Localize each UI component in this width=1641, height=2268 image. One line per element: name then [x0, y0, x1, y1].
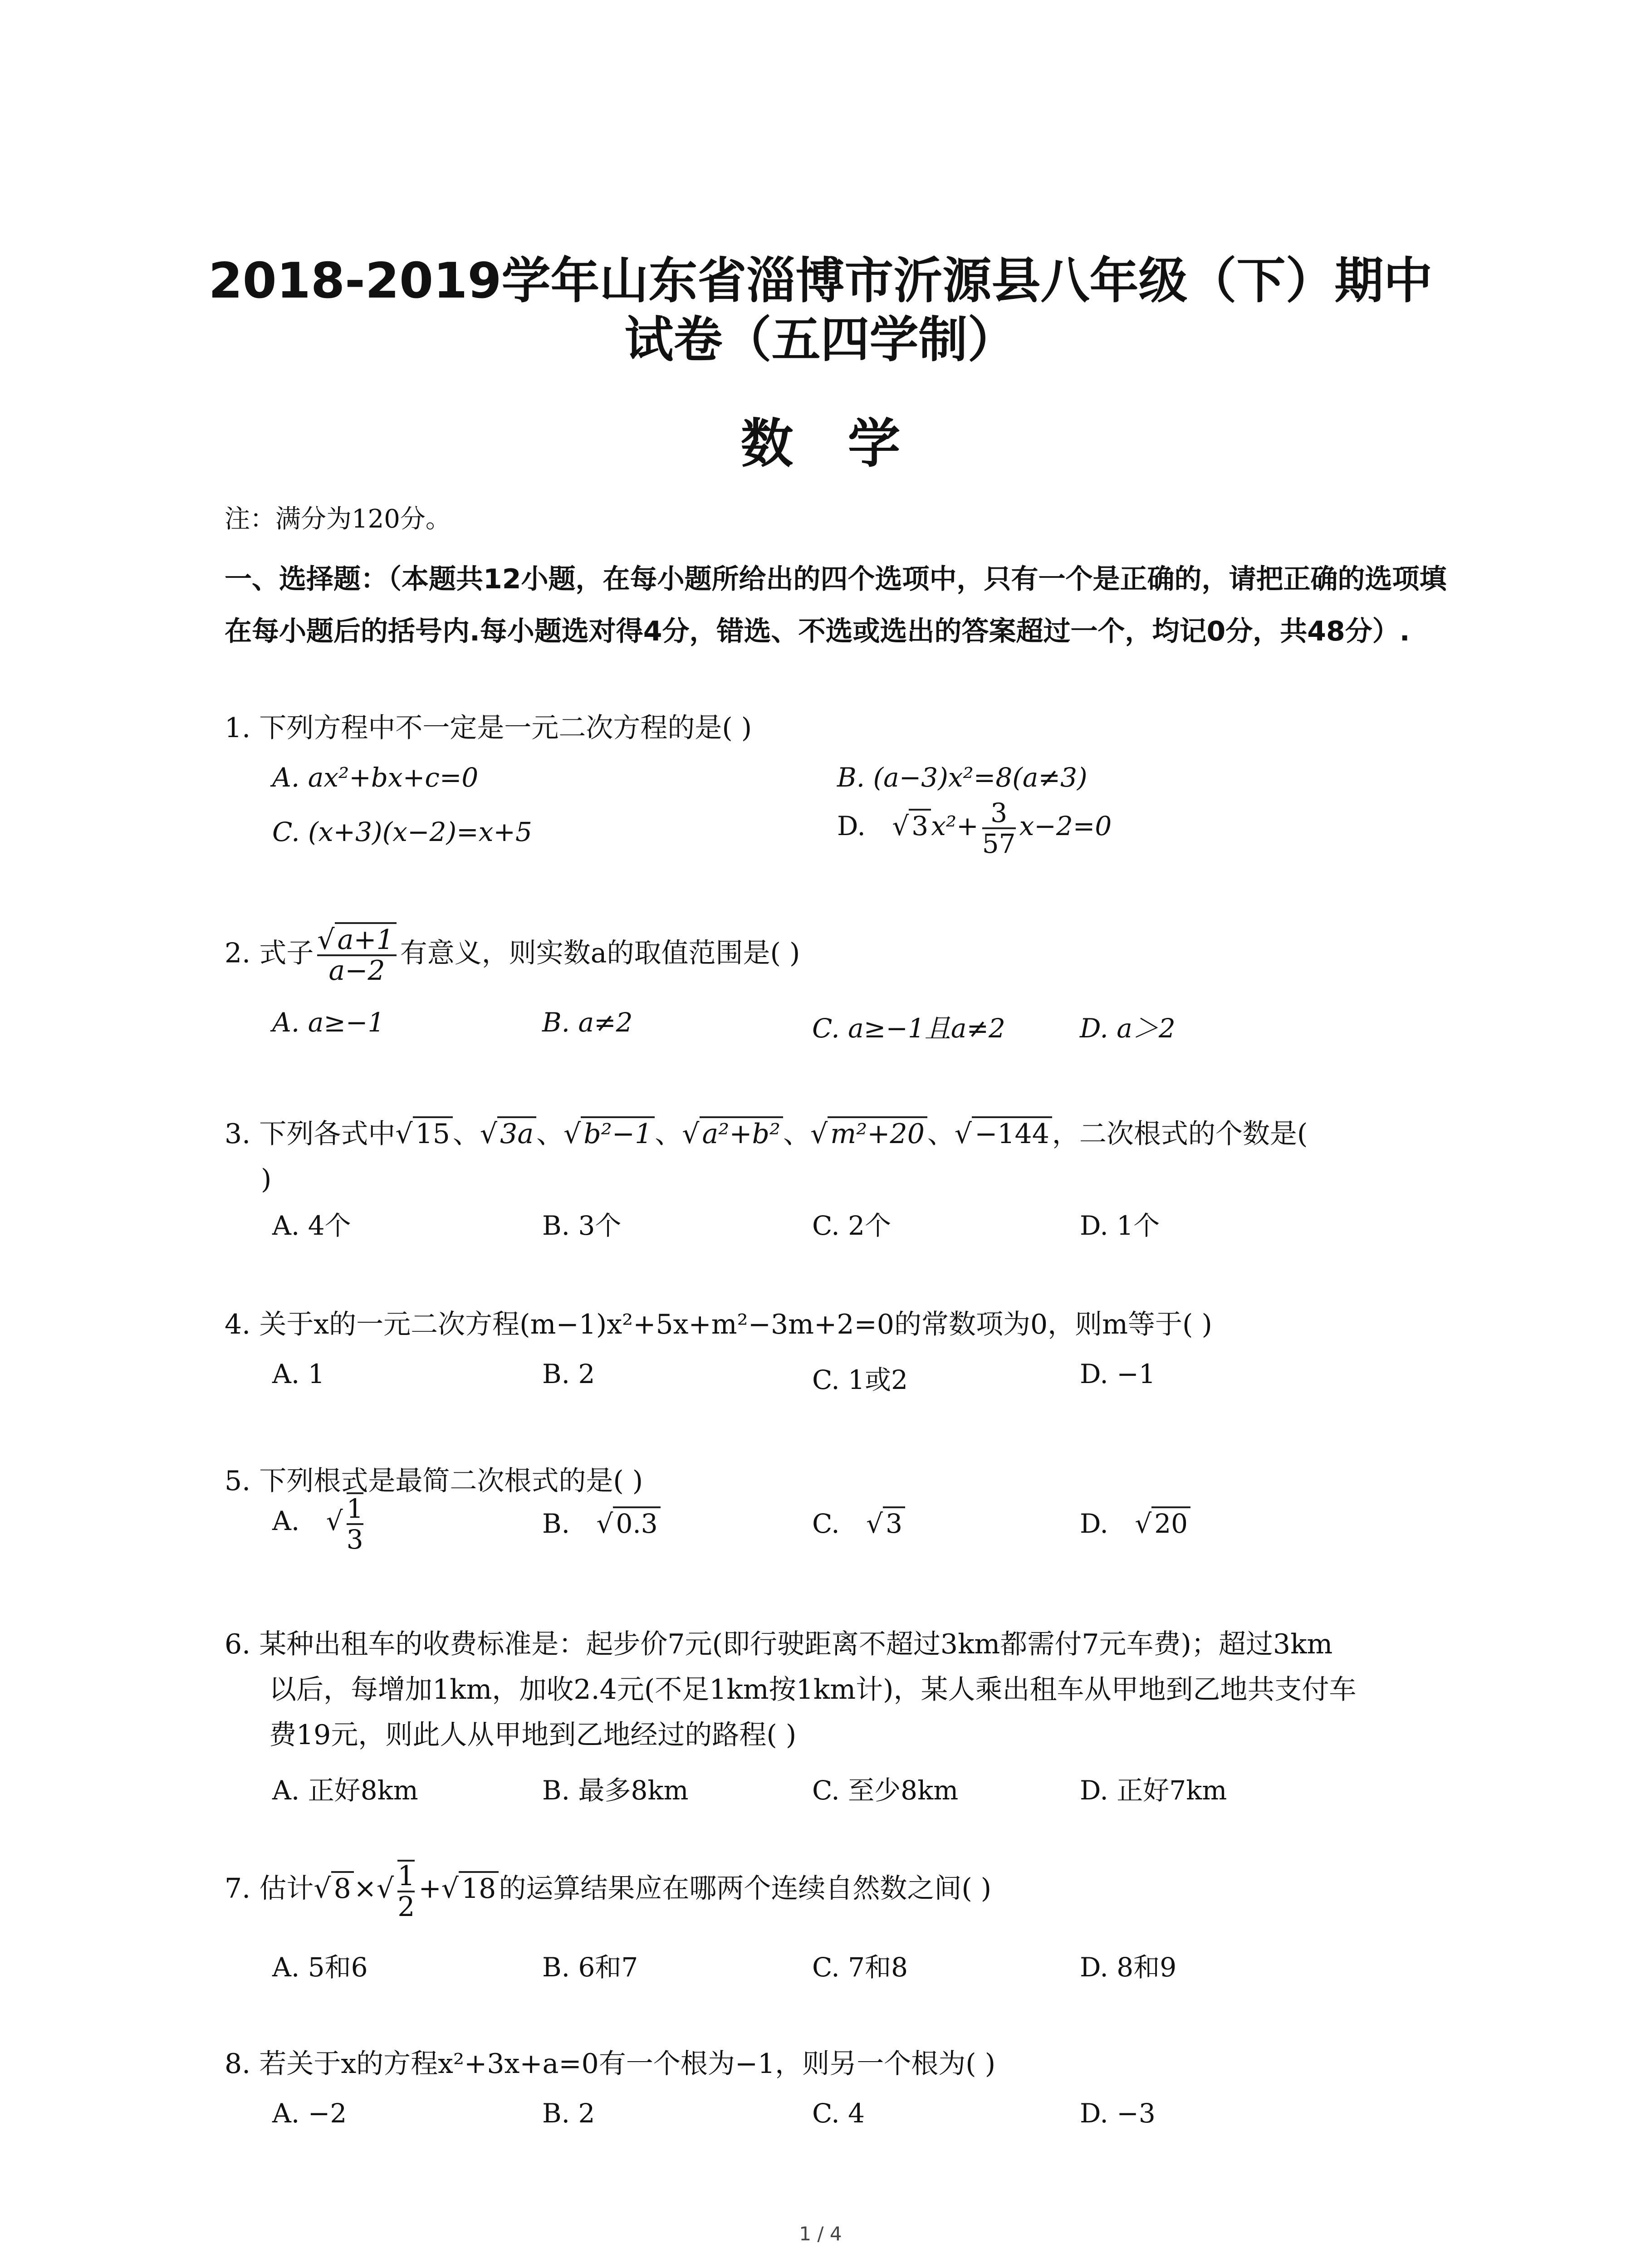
q7-numerator: 1	[397, 1860, 415, 1892]
question-8: 8. 若关于x的方程x²+3x+a=0有一个根为−1，则另一个根为( )	[225, 2048, 996, 2080]
q5-option-c-label: C.	[812, 1508, 840, 1539]
q1-d-tail: x−2=0	[1019, 811, 1112, 842]
q6-option-a: A. 正好8km	[272, 1775, 418, 1806]
q2-option-a: A. a≥−1	[272, 1007, 385, 1038]
q3-separator: 、	[927, 1118, 955, 1150]
q6-option-c: C. 至少8km	[812, 1775, 959, 1806]
q3-root-6: −144	[972, 1116, 1052, 1150]
q1-option-b: B. (a−3)x²=8(a≠3)	[837, 762, 1087, 793]
section-instructions: 一、选择题：（本题共12小题，在每小题所给出的四个选项中，只有一个是正确的，请把正确的选项填在每小题后的括号内.每小题选对得4分，错选、不选或选出的答案超过一个，均记0分，共48分）.	[225, 563, 1447, 647]
q5-option-b: B. √ 0.3	[542, 1508, 661, 1539]
subject-heading: 数学	[740, 413, 955, 474]
q5-option-d-label: D.	[1080, 1508, 1108, 1539]
q5-d-radicand: 20	[1151, 1506, 1190, 1539]
q7-times: ×	[353, 1872, 377, 1905]
q4-option-a: A. 1	[272, 1359, 325, 1389]
q7-denominator: 2	[397, 1891, 415, 1923]
q5-option-a: A. √ $\frac{1}{3}$	[272, 1493, 363, 1555]
q1-option-c: C. (x+3)(x−2)=x+5	[272, 816, 532, 847]
question-5: 5. 下列根式是最简二次根式的是( )	[225, 1465, 643, 1497]
q6-line-1: 6. 某种出租车的收费标准是：起步价7元(即行驶距离不超过3km都需付7元车费)；超过3km	[225, 1628, 1333, 1660]
q3-option-d: D. 1个	[1080, 1210, 1160, 1241]
q5-b-radicand: 0.3	[613, 1506, 660, 1539]
q3-root-2: 3a	[497, 1116, 536, 1150]
q1-option-a: A. ax²+bx+c=0	[272, 762, 479, 793]
q2-numerator: a+1	[335, 922, 397, 956]
question-6	[225, 1622, 1459, 1758]
q7-plus: +	[418, 1872, 441, 1905]
q1-d-radicand: 3	[909, 809, 931, 841]
q5-option-c: C. √ 3	[812, 1508, 905, 1539]
question-7: 7. 估计√ 8 ×√ $\frac{1}{2}$ +√ 18 的运算结果应在哪两个连续自然数之间( )	[225, 1860, 992, 1923]
exam-title-line2: 试卷（五四学制）	[624, 312, 1017, 368]
q3-separator: 、	[536, 1118, 564, 1150]
q6-option-b: B. 最多8km	[542, 1775, 689, 1806]
q7-suffix: 的运算结果应在哪两个连续自然数之间( )	[499, 1872, 992, 1905]
q3-root-3: b²−1	[581, 1116, 655, 1150]
question-4: 4. 关于x的一元二次方程(m−1)x²+5x+m²−3m+2=0的常数项为0，则m等于( )	[225, 1309, 1212, 1340]
q2-option-c: C. a≥−1且a≠2	[812, 1013, 1005, 1044]
q1-option-d-label: D.	[837, 811, 866, 842]
q4-option-d: D. −1	[1080, 1359, 1156, 1389]
q2-suffix: 有意义，则实数a的取值范围是( )	[400, 937, 800, 969]
question-2	[225, 925, 1459, 985]
q3-separator: 、	[452, 1118, 480, 1150]
q3-separator: 、	[655, 1118, 682, 1150]
q1-d-mid: x²+	[931, 811, 979, 842]
q3-prefix: 3. 下列各式中	[225, 1118, 396, 1150]
q3-suffix: ，二次根式的个数是(	[1052, 1118, 1308, 1150]
q1-option-d: D. √ 3 x²+ $\frac{3}{57}$ x−2=0	[837, 797, 1112, 859]
q2-denominator: a−2	[328, 955, 385, 987]
q5-a-numerator: 1	[346, 1493, 363, 1524]
q3-separator: 、	[783, 1118, 811, 1150]
q2-option-b: B. a≠2	[542, 1007, 633, 1038]
q6-line-2: 以后，每增加1km，加收2.4元(不足1km按1km计)，某人乘出租车从甲地到乙地共支付车	[269, 1674, 1357, 1706]
q7-fraction	[397, 1860, 415, 1921]
q7-option-b: B. 6和7	[542, 1952, 638, 1983]
q8-option-c: C. 4	[812, 2098, 865, 2129]
q3-root-1: 15	[413, 1116, 453, 1150]
q7-prefix: 7. 估计	[225, 1872, 314, 1905]
q7-root-1: 8	[331, 1871, 354, 1905]
q7-option-d: D. 8和9	[1080, 1952, 1177, 1983]
q5-a-fraction	[347, 1492, 363, 1554]
q3-line-2: )	[261, 1163, 272, 1195]
q2-fraction: $\frac{√ a+1}{a-2}$	[317, 925, 396, 985]
q5-option-d: D. √ 20	[1080, 1508, 1190, 1539]
q7-root-2: 18	[459, 1871, 499, 1905]
q6-line-3: 费19元，则此人从甲地到乙地经过的路程( )	[269, 1719, 797, 1751]
q7-option-c: C. 7和8	[812, 1952, 908, 1983]
q8-option-b: B. 2	[542, 2098, 595, 2129]
q2-option-d: D. a＞2	[1080, 1013, 1176, 1044]
question-1: 1. 下列方程中不一定是一元二次方程的是( )	[225, 712, 752, 744]
q1-d-fraction	[982, 798, 1016, 858]
exam-title-line1: 2018-2019学年山东省淄博市沂源县八年级（下）期中	[208, 253, 1433, 309]
page-number: 1 / 4	[799, 2223, 842, 2245]
q3-option-b: B. 3个	[542, 1210, 622, 1241]
q8-option-d: D. −3	[1080, 2098, 1156, 2129]
q1-d-numerator: 3	[982, 798, 1016, 829]
q4-option-c: C. 1或2	[812, 1364, 908, 1395]
q5-option-b-label: B.	[542, 1508, 570, 1539]
q4-option-b: B. 2	[542, 1359, 595, 1389]
q1-d-denominator: 57	[982, 828, 1016, 859]
q3-root-4: a²+b²	[700, 1116, 784, 1150]
q2-prefix: 2. 式子	[225, 937, 314, 969]
q5-c-radicand: 3	[883, 1506, 905, 1539]
q7-option-a: A. 5和6	[272, 1952, 368, 1983]
q5-a-denominator: 3	[346, 1524, 363, 1555]
q8-option-a: A. −2	[272, 2098, 347, 2129]
question-3: 3. 下列各式中√ 15 、√ 3a 、√ b²−1 、√ a²+b² 、√ m²+20 、√ −144 ，二次根式的个数是( )	[225, 1111, 1459, 1202]
q3-root-5: m²+20	[828, 1116, 927, 1150]
q3-option-a: A. 4个	[272, 1210, 351, 1241]
score-note: 注：满分为120分。	[225, 504, 451, 534]
q3-option-c: C. 2个	[812, 1210, 892, 1241]
q5-option-a-label: A.	[272, 1505, 300, 1537]
q6-option-d: D. 正好7km	[1080, 1775, 1227, 1806]
